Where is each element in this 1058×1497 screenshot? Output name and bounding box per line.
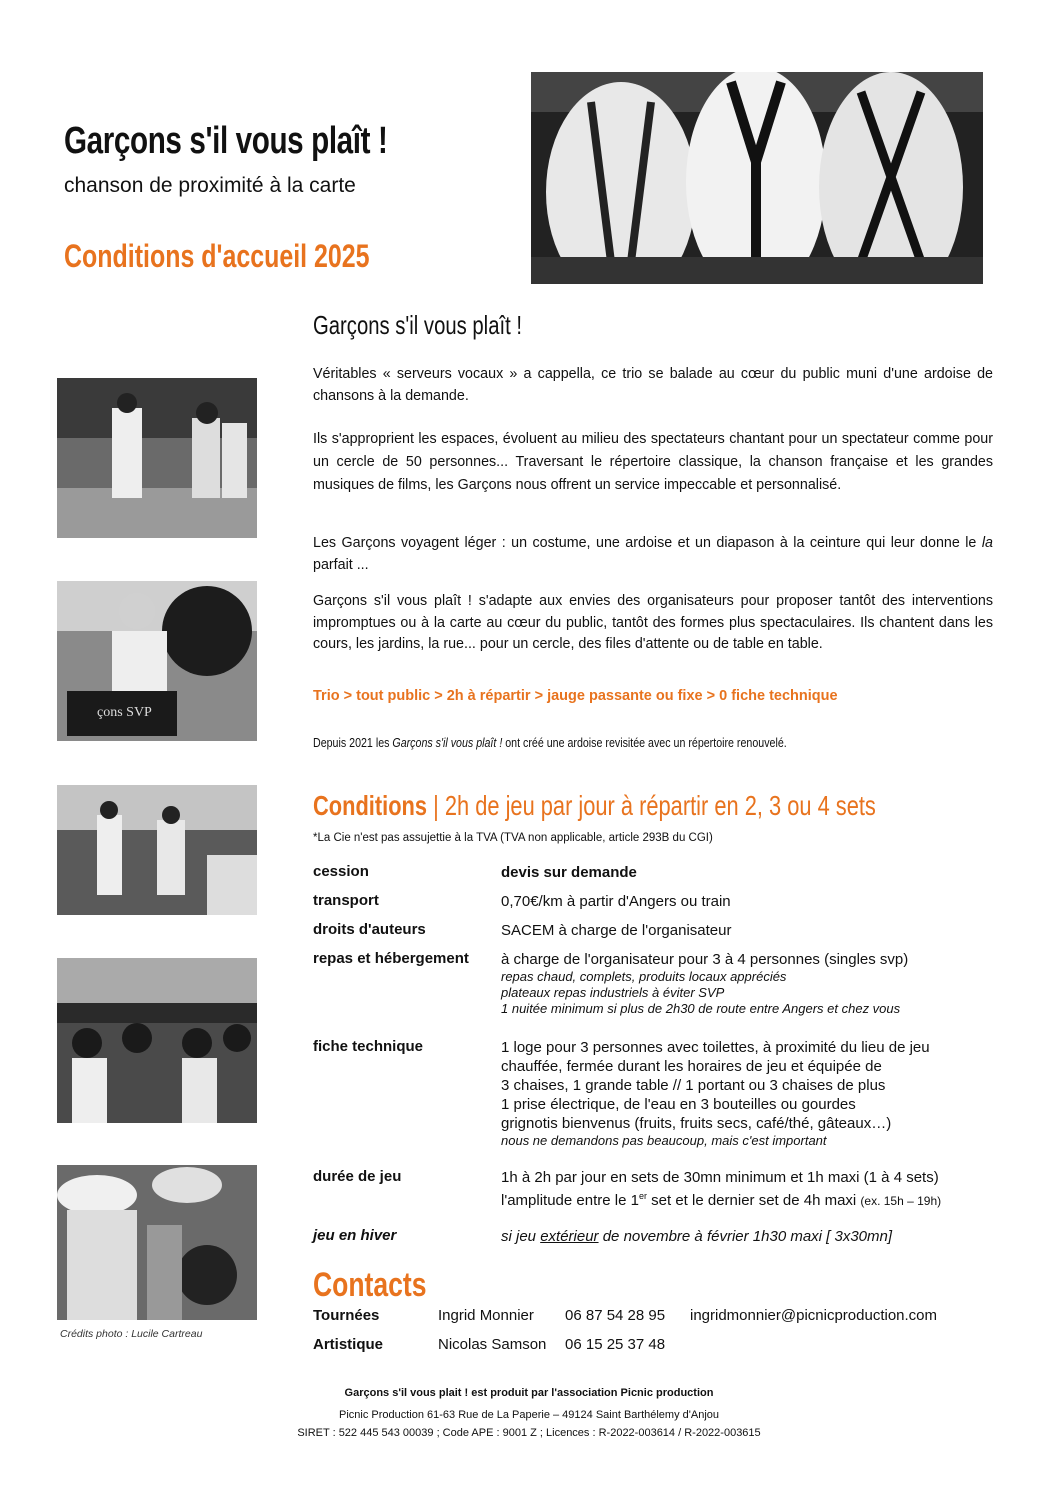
intro-paragraph-4: Garçons s'il vous plaît ! s'adapte aux envies des organisateurs pour proposer tantôt des interventions impromptues ou à la carte au cœur du public, tantôt des formes plus spectaculaires. Ils chantent dans les cours, les jardins, la rue... pour un cercle, des files d'attente ou de table en table. (313, 593, 993, 652)
depuis-line: Depuis 2021 les Garçons s'il vous plaît ! ont créé une ardoise revisitée avec un répertoire renouvelé. (313, 735, 787, 750)
contact-label-tournees: Tournées (313, 1307, 380, 1324)
contacts-title: Contacts (313, 1266, 427, 1304)
intro-paragraph-1: Véritables « serveurs vocaux » a cappella, ce trio se balade au cœur du public muni d'une ardoise de chansons à la demande. (313, 366, 993, 404)
hiver-value: si jeu extérieur de novembre à février 1h30 maxi [ 3x30mn] (501, 1228, 893, 1245)
side-photo-3 (57, 785, 257, 915)
conditions-heading: Conditions d'accueil 2025 (64, 238, 370, 274)
photo-credits: Crédits photo : Lucile Cartreau (60, 1328, 203, 1340)
conditions-section-title: Conditions | 2h de jeu par jour à répartir en 2, 3 ou 4 sets (313, 790, 876, 821)
duree-value: 1h à 2h par jour en sets de 30mn minimum et 1h maxi (1 à 4 sets) l'amplitude entre le 1er set et le dernier set de 4h maxi (ex. 15h – 19h) (501, 1169, 942, 1209)
fiche-label: fiche technique (313, 1038, 424, 1055)
contact-phone-tournees[interactable]: 06 87 54 28 95 (565, 1307, 666, 1324)
footer-line-2: Picnic Production 61-63 Rue de La Paperie – 49124 Saint Barthélemy d'Anjou (338, 1409, 719, 1421)
highlight-line: Trio > tout public > 2h à répartir > jauge passante ou fixe > 0 fiche technique (313, 688, 838, 704)
cession-label: cession (313, 863, 369, 880)
cession-value: devis sur demande (501, 864, 637, 881)
contact-label-artistique: Artistique (313, 1336, 384, 1353)
footer-line-3: SIRET : 522 445 543 00039 ; Code APE : 9001 Z ; Licences : R-2022-003614 / R-2022-003615 (297, 1427, 761, 1439)
intro-title: Garçons s'il vous plaît ! (313, 310, 523, 340)
repas-label: repas et hébergement (313, 950, 469, 967)
side-photo-1 (57, 378, 257, 538)
side-photo-2 (57, 581, 257, 741)
side-photo-5 (57, 1165, 257, 1320)
header-photo-waiters (531, 72, 983, 284)
page-title: Garçons s'il vous plaît ! (64, 120, 388, 162)
transport-value: 0,70€/km à partir d'Angers ou train (501, 893, 731, 910)
contact-name-artistique: Nicolas Samson (438, 1336, 547, 1353)
contact-email-tournees[interactable]: ingridmonnier@picnicproduction.com (690, 1307, 938, 1324)
contact-name-tournees: Ingrid Monnier (438, 1307, 534, 1324)
svg-text:çons SVP: çons SVP (97, 705, 152, 720)
droits-label: droits d'auteurs (313, 921, 426, 938)
fiche-value: 1 loge pour 3 personnes avec toilettes, à proximité du lieu de jeu chauffée, fermée durant les horaires de jeu et équipée de 3 chaises, 1 grande table // 1 portant ou 3 chaises de plus 1 prise électrique, de l'eau en 3 bouteilles ou gourdes grignotis bienvenus (fruits, fruits secs, café/thé, gâteaux…) nous ne demandons pas beaucoup, mais c'est important (501, 1039, 930, 1148)
droits-value: SACEM à charge de l'organisateur (501, 922, 732, 939)
repas-value: à charge de l'organisateur pour 3 à 4 personnes (singles svp) repas chaud, complets, produits locaux appréciés plateaux repas industriels à éviter SVP 1 nuitée minimum si plus de 2h30 de route entre Angers et chez vous (501, 951, 909, 1016)
intro-paragraph-2: Ils s'approprient les espaces, évoluent au milieu des spectateurs chantant pour un spectateur comme pour un cercle de 50 personnes... Traversant le répertoire classique, la chanson française et les grandes musiques de films, les Garçons nous offrent un service impeccable et personnalisé. (313, 431, 993, 493)
footer-line-1: Garçons s'il vous plait ! est produit par l'association Picnic production (344, 1387, 714, 1399)
page-subtitle: chanson de proximité à la carte (64, 174, 356, 197)
duree-label: durée de jeu (313, 1168, 402, 1185)
side-photo-4 (57, 958, 257, 1123)
tva-note: *La Cie n'est pas assujettie à la TVA (TVA non applicable, article 293B du CGI) (313, 832, 713, 844)
intro-paragraph-3: Les Garçons voyagent léger : un costume, une ardoise et un diapason à la ceinture qui leur donne le la parfait ... (313, 535, 993, 573)
transport-label: transport (313, 892, 379, 909)
contact-phone-artistique[interactable]: 06 15 25 37 48 (565, 1336, 666, 1353)
hiver-label: jeu en hiver (313, 1227, 397, 1244)
